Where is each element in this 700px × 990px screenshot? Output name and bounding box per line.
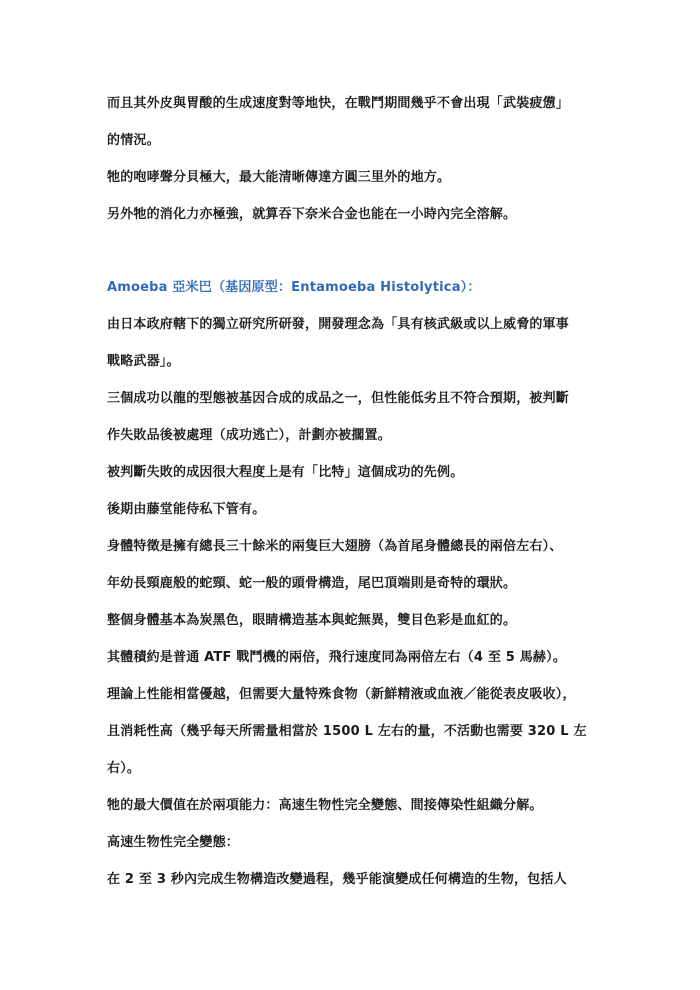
- section-heading-amoeba: Amoeba 亞米巴（基因原型：Entamoeba Histolytica）：: [107, 280, 481, 295]
- paragraph-line-4: 另外牠的消化力亦極強，就算吞下奈米合金也能在一小時內完全溶解。: [107, 207, 517, 222]
- paragraph-line-16: 理論上性能相當優越，但需要大量特殊食物（新鮮精液或血液／能從表皮吸收），: [107, 687, 576, 702]
- paragraph-line-7: 戰略武器」。: [107, 354, 180, 369]
- paragraph-line-17: 且消耗性高（幾乎每天所需量相當於 1500 L 左右的量，不活動也需要 320 L 左: [107, 724, 587, 739]
- paragraph-line-2: 的情況。: [107, 133, 160, 148]
- paragraph-line-18: 右）。: [107, 761, 141, 776]
- paragraph-line-1: 而且其外皮與胃酸的生成速度對等地快，在戰鬥期間幾乎不會出現「武裝疲憊」: [107, 96, 570, 111]
- paragraph-line-9: 作失敗品後被處理（成功逃亡），計劃亦被擱置。: [107, 428, 391, 443]
- paragraph-line-19: 牠的最大價值在於兩項能力：高速生物性完全變態、間接傳染性組織分解。: [107, 798, 543, 813]
- paragraph-line-12: 身體特徵是擁有總長三十餘米的兩隻巨大翅膀（為首尾身體總長的兩倍左右）、: [107, 539, 563, 554]
- paragraph-line-3: 牠的咆哮聲分貝極大，最大能清晰傳達方圓三里外的地方。: [107, 170, 451, 185]
- paragraph-line-14: 整個身體基本為炭黑色，眼睛構造基本與蛇無異，雙目色彩是血紅的。: [107, 613, 517, 628]
- paragraph-line-8: 三個成功以龍的型態被基因合成的成品之一，但性能低劣且不符合預期，被判斷: [107, 391, 570, 406]
- paragraph-line-6: 由日本政府轄下的獨立研究所研發，開發理念為「具有核武級或以上威脅的軍事: [107, 317, 570, 332]
- paragraph-line-11: 後期由藤堂能侍私下管有。: [107, 502, 266, 517]
- paragraph-line-20: 高速生物性完全變態：: [107, 835, 240, 850]
- paragraph-line-21: 在 2 至 3 秒內完成生物構造改變過程，幾乎能演變成任何構造的生物，包括人: [107, 872, 567, 887]
- paragraph-line-15: 其體積約是普通 ATF 戰鬥機的兩倍，飛行速度同為兩倍左右（4 至 5 馬赫）。: [107, 650, 567, 665]
- paragraph-line-13: 年幼長頸鹿般的蛇頸、蛇一般的頭骨構造，尾巴頂端則是奇特的環狀。: [107, 576, 517, 591]
- paragraph-line-10: 被判斷失敗的成因很大程度上是有「比特」這個成功的先例。: [107, 465, 464, 480]
